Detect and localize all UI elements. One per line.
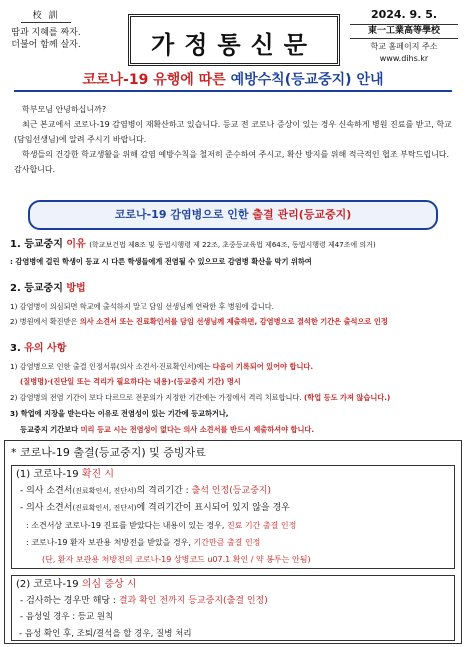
suspected-heading-red: 의심 증상 시 xyxy=(81,579,137,590)
confirmed-heading xyxy=(12,466,454,483)
header-info xyxy=(346,8,462,65)
s3-line-2-a: 2) 감염병의 전염 기간이 보다 다르므로 전문의가 지정한 기간에는 가정에서 격리 치료합니다. xyxy=(10,393,304,402)
s3-line-1-a: 1) 감염병으로 인한 출결 인정서류(의사 소견서·진료확인서)에는 xyxy=(10,362,213,371)
s3-line-4-a: 등교중지 기간보다 xyxy=(20,425,81,434)
s3-line-3: 3) 학업에 지장을 받는다는 이유로 전염성이 있는 기간에 등교하거나, xyxy=(10,409,229,418)
cr2-b: 에 격리기간이 표시되어 있지 않을 경우 xyxy=(136,503,290,513)
page-title: 가정통신문 xyxy=(151,30,317,59)
notice-title-blue: 예방수칙(등교중지) 안내 xyxy=(225,72,384,88)
school-name: 東一工業高等學校 xyxy=(350,24,458,39)
s1-red: 이유 xyxy=(66,239,86,250)
sr1-red: 결과 확인 전까지 등교중지(출결 인정) xyxy=(118,596,268,606)
evidence-title: * 코로나-19 출결(등교중지) 및 증빙자료 xyxy=(11,446,206,459)
section-3-heading xyxy=(10,342,66,356)
cr2-small: (진료확인서, 진단서) xyxy=(72,504,137,512)
section-banner-highlight: 출결 관리(등교중지) xyxy=(252,208,352,221)
letter-header xyxy=(4,4,462,66)
confirmed-row-2 xyxy=(12,500,454,517)
s3-line-1-red: 다음이 기록되어 있어야 합니다. xyxy=(212,362,314,371)
confirmed-row-3 xyxy=(12,517,454,534)
intro-paragraph-2: 학생들의 건강한 학교생활을 위해 감염 예방수칙을 철저히 준수하여 주시고, 확산 방지를 위해 적극적인 협조 부탁드립니다. 감사합니다. xyxy=(14,150,450,174)
issue-date: 2024. 9. 5. xyxy=(370,8,438,21)
confirmed-row-1 xyxy=(12,483,454,500)
s1-sub: (학교보건법 제8조 및 동법시행령 제 22조, 초중등교육법 제64조, 동법시행령 제47조에 의거) xyxy=(89,241,376,249)
s2-red: 방법 xyxy=(66,283,86,294)
suspected-row-2: - 음성일 경우 : 등교 원칙 xyxy=(20,612,114,622)
title-box xyxy=(128,14,340,66)
cr4-red: 기간만큼 출결 인정 xyxy=(193,538,261,547)
section-banner-text: 코로나-19 감염병으로 인한 xyxy=(114,208,253,221)
section-banner xyxy=(28,200,438,230)
motto-title: 校 訓 xyxy=(21,10,71,23)
cr1-b: 의 격리기간 : xyxy=(136,486,192,496)
website-url: www.dihs.kr xyxy=(379,54,429,63)
attendance-evidence-box xyxy=(4,440,462,644)
suspected-heading-a: (2) 코로나-19 xyxy=(16,579,82,590)
s2-line-2-red: 의사 소견서 또는 진료확인서를 담임 선생님께 제출하면, 감염병으로 결석한 기간은 출석으로 인정 xyxy=(79,317,388,326)
school-motto xyxy=(4,4,88,66)
suspected-row-1 xyxy=(12,593,454,610)
confirmed-case-box xyxy=(11,465,455,569)
cr3-a: : 소견서상 코로나-19 진료를 받았다는 내용이 있는 경우, xyxy=(26,521,227,530)
s3-line-4 xyxy=(10,423,462,436)
s1-line: : 감염병에 걸린 학생이 등교 시 다른 학생들에게 전염될 수 있으므로 감염병 확산을 막기 위하여 xyxy=(10,257,312,266)
s3-line-1b: (질병명)·(진단일 또는 격리가 필요하다는 내용)·(등교중지 기간) 명시 xyxy=(20,377,241,386)
cr4-a: : 코로나-19 환자 보관용 처방전을 받았을 경우, xyxy=(26,538,194,547)
s3-line-1 xyxy=(10,360,462,373)
cr1-red: 출석 인정(등교중지) xyxy=(191,486,271,496)
confirmed-heading-red: 확진 시 xyxy=(81,469,115,480)
s3-line-4-red: 미리 등교 시는 전염성이 없다는 의사 소견서를 반드시 제출하셔야 합니다. xyxy=(80,425,315,434)
section-2-heading xyxy=(10,282,86,296)
s3-line-2 xyxy=(10,391,462,404)
confirmed-row-5: (단, 환자 보관용 처방전의 코로나-19 상병코드 u07.1 확인 / 약 봉투는 안됨) xyxy=(42,555,311,564)
confirmed-heading-a: (1) 코로나-19 xyxy=(16,469,82,480)
website-label: 학교 홈페이지 주소 xyxy=(370,42,438,51)
cr1-small: (진료확인서, 진단서) xyxy=(72,487,137,495)
notice-title xyxy=(14,70,452,92)
s2-line-2 xyxy=(10,315,462,328)
cr2-a: - 의사 소견서 xyxy=(20,503,73,513)
s3-prefix: 3. xyxy=(10,343,25,354)
confirmed-row-4 xyxy=(12,534,454,551)
suspected-row-3: - 음성 확인 후, 조퇴/결석을 할 경우, 질병 처리 xyxy=(19,629,192,639)
notice-title-red: 코로나-19 유행에 따른 xyxy=(82,72,226,88)
s1-prefix: 1. 등교중지 xyxy=(10,239,67,250)
s2-line-1: 1) 감염병이 의심되면 학교에 출석하지 말고 담임 선생님께 연락한 후 병원에 갑니다. xyxy=(10,302,274,311)
suspected-heading xyxy=(12,576,454,593)
motto-line-1: 땀과 지혜를 짜자. xyxy=(11,28,81,38)
intro-paragraph-1: 최근 본교에서 코로나-19 감염병이 재확산하고 있습니다. 등교 전 코로나 증상이 있는 경우 신속하게 병원 진료를 받고, 학교(담임선생님)에 알려 주시기 바랍니다. xyxy=(14,120,452,144)
cr1-a: - 의사 소견서 xyxy=(20,486,73,496)
s3-line-2-red: (학업 등도 가져 않습니다.) xyxy=(303,393,391,402)
s2-prefix: 2. 등교중지 xyxy=(10,283,67,294)
school-website xyxy=(346,41,462,65)
intro-text xyxy=(14,102,456,177)
section-1-heading xyxy=(10,238,376,252)
greeting: 학부모님 안녕하십니까? xyxy=(22,105,107,114)
cr3-red: 진료 기간 출결 인정 xyxy=(226,521,297,530)
s2-line-2-a: 2) 병원에서 확진받은 xyxy=(10,317,80,326)
sr1-a: - 검사하는 경우만 해당 : xyxy=(20,596,119,606)
motto-line-2: 더불어 함께 살자. xyxy=(11,40,81,50)
s3-red: 유의 사항 xyxy=(24,343,67,354)
